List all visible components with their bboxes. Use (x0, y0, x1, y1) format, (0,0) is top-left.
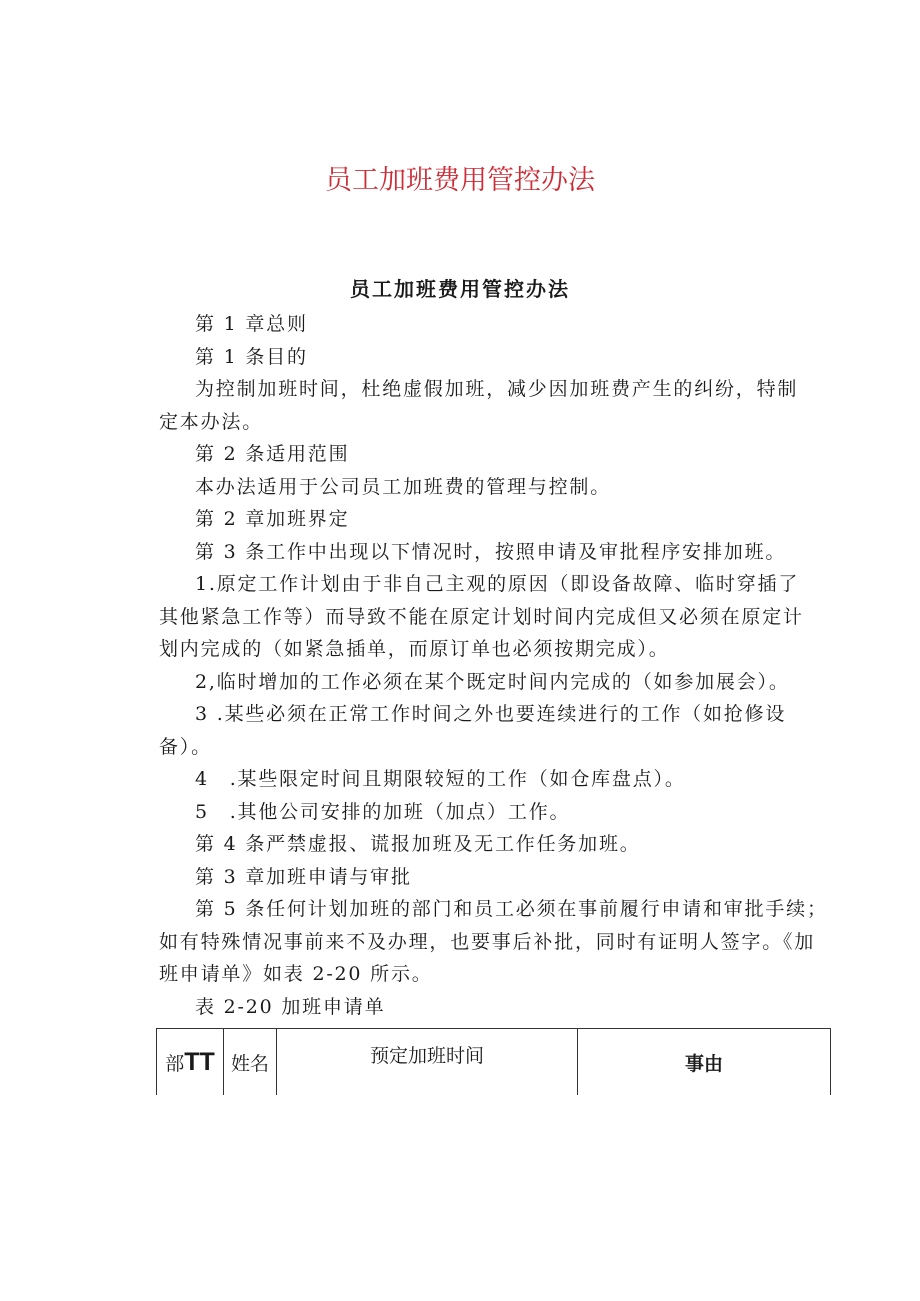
paragraph: 第 5 条任何计划加班的部门和员工必须在事前履行申请和审批手续； (195, 898, 828, 920)
paragraph-continuation: 班申请单》如表 2-20 所示。 (159, 963, 433, 985)
paragraph: 为控制加班时间，杜绝虚假加班，减少因加班费产生的纠纷，特制 (195, 378, 799, 400)
paragraph-continuation: 如有特殊情况事前来不及办理，也要事后补批，同时有证明人签字。《加 (159, 930, 816, 953)
list-item: 2,临时增加的工作必须在某个既定时间内完成的（如参加展会）。 (195, 670, 790, 693)
article-heading: 第 1 条目的 (195, 345, 308, 368)
document-title: 员工加班费用管控办法 (325, 165, 595, 196)
article-heading: 第 2 条适用范围 (195, 443, 350, 465)
paragraph: 本办法适用于公司员工加班费的管理与控制。 (195, 475, 612, 498)
header-planned-time: 预定加班时间 (277, 1029, 578, 1096)
document-subtitle: 员工加班费用管控办法 (350, 277, 570, 301)
chapter-heading: 第 2 章加班界定 (195, 508, 350, 530)
chapter-heading: 第 1 章总则 (195, 313, 308, 335)
paragraph-continuation: 划内完成的（如紧急插单，而原订单也必须按期完成）。 (159, 638, 670, 660)
table-caption: 表 2-20 加班申请单 (195, 995, 386, 1018)
list-item: 1.原定工作计划由于非自己主观的原因（即设备故障、临时穿插了 (195, 573, 800, 595)
header-department-glyph: TT (184, 1047, 215, 1076)
list-item: 3 .某些必须在正常工作时间之外也要连续进行的工作（如抢修设 (195, 703, 787, 725)
document-body (159, 308, 839, 1023)
table-header-row (157, 1029, 831, 1096)
paragraph-continuation: 备）。 (159, 735, 212, 758)
paragraph-continuation: 其他紧急工作等）而导致不能在原定计划时间内完成但又必须在原定计 (159, 605, 804, 628)
chapter-heading: 第 3 章加班申请与审批 (195, 865, 412, 888)
header-department (157, 1029, 224, 1096)
list-item: 4 .某些限定时间且期限较短的工作（如仓库盘点）。 (195, 768, 686, 790)
paragraph-continuation: 定本办法。 (159, 410, 264, 433)
header-department-text: 部 (165, 1052, 185, 1075)
header-reason: 事由 (578, 1029, 831, 1096)
overtime-application-table (156, 1028, 831, 1095)
list-item: 5 .其他公司安排的加班（加点）工作。 (195, 800, 571, 823)
paragraph: 第 3 条工作中出现以下情况时，按照申请及审批程序安排加班。 (195, 540, 787, 563)
header-name: 姓名 (224, 1029, 277, 1096)
paragraph: 第 4 条严禁虚报、谎报加班及无工作任务加班。 (195, 833, 641, 855)
